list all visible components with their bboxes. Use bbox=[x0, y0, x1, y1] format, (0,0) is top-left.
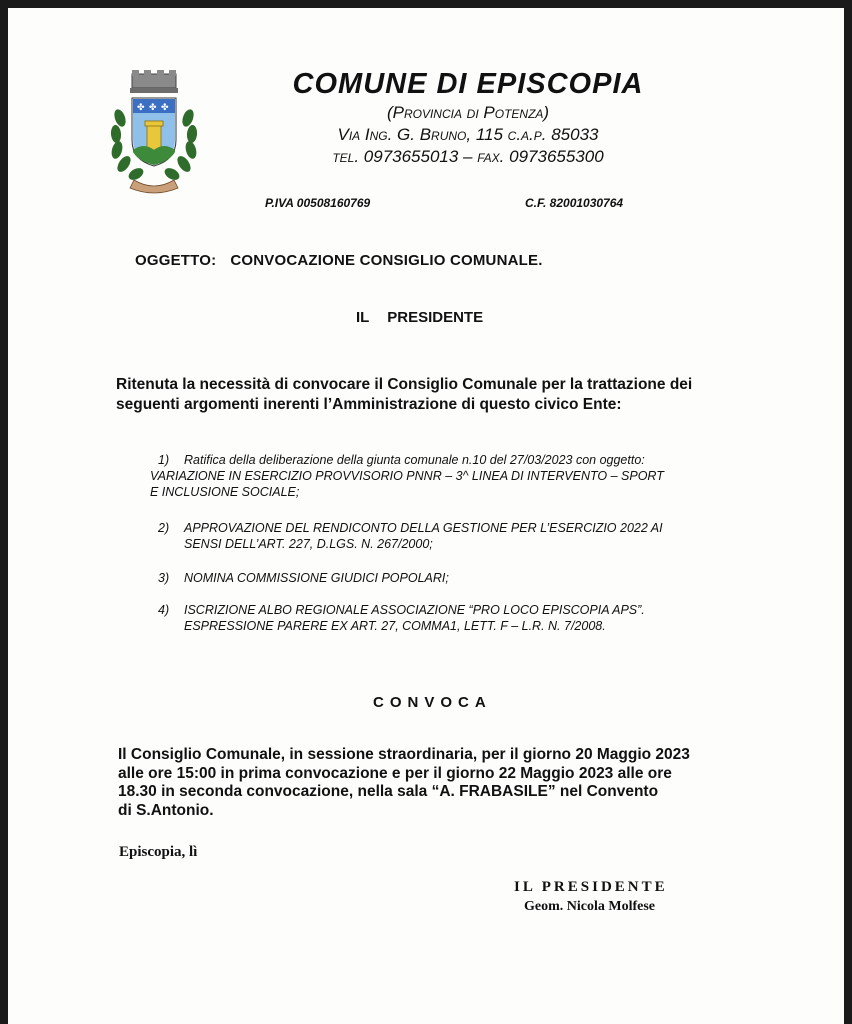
vat-number: P.IVA 00508160769 bbox=[265, 196, 371, 210]
svg-text:✤: ✤ bbox=[161, 102, 169, 112]
subject-text: CONVOCAZIONE CONSIGLIO COMUNALE. bbox=[230, 252, 543, 269]
agenda-item-3 bbox=[158, 570, 758, 586]
intro-paragraph: Ritenuta la necessità di convocare il Consiglio Comunale per la trattazione dei seguenti argomenti inerenti l’Amministrazione di questo civico Ente: bbox=[116, 376, 693, 413]
president-heading: IL PRESIDENTE bbox=[356, 309, 484, 326]
province-line: (Provincia di Potenza) bbox=[386, 103, 550, 122]
municipal-coat-of-arms-icon bbox=[104, 68, 204, 198]
municipality-title: COMUNE DI EPISCOPIA bbox=[292, 68, 644, 100]
agenda-item-2 bbox=[158, 520, 758, 552]
convoca-heading: CONVOCA bbox=[373, 694, 492, 711]
agenda-item-number: 2) bbox=[158, 521, 170, 535]
agenda-item-text: ESPRESSIONE PARERE EX ART. 27, COMMA1, LETT. F – L.R. N. 7/2008. bbox=[184, 619, 606, 633]
svg-text:✤: ✤ bbox=[137, 102, 145, 112]
document-page bbox=[8, 8, 844, 1024]
address-line: Via Ing. G. Bruno, 115 c.a.p. 85033 bbox=[337, 125, 599, 144]
agenda-item-text: APPROVAZIONE DEL RENDICONTO DELLA GESTIONE PER L’ESERCIZIO 2022 AI bbox=[184, 521, 663, 535]
signature-name: Geom. Nicola Molfese bbox=[524, 899, 656, 914]
agenda-item-text: NOMINA COMMISSIONE GIUDICI POPOLARI; bbox=[184, 571, 449, 585]
place-date: Episcopia, lì bbox=[119, 844, 198, 860]
convocation-line: Il Consiglio Comunale, in sessione straordinaria, per il giorno 20 Maggio 2023 bbox=[118, 746, 690, 763]
convocation-line: alle ore 15:00 in prima convocazione e per il giorno 22 Maggio 2023 alle ore bbox=[118, 764, 672, 782]
subject-line bbox=[135, 252, 543, 269]
agenda-item-number: 3) bbox=[158, 571, 170, 585]
convocation-line: di S.Antonio. bbox=[118, 801, 214, 819]
agenda-item-text: Ratifica della deliberazione della giunta comunale n.10 del 27/03/2023 con oggetto: bbox=[184, 453, 645, 467]
agenda-item-text: VARIAZIONE IN ESERCIZIO PROVVISORIO PNNR – 3^ LINEA DI INTERVENTO – SPORT bbox=[150, 469, 664, 483]
phone-fax-line: tel. 0973655013 – fax. 0973655300 bbox=[332, 147, 604, 166]
agenda-item-text: E INCLUSIONE SOCIALE; bbox=[150, 485, 300, 499]
agenda-item-text: SENSI DELL’ART. 227, D.LGS. N. 267/2000; bbox=[184, 537, 433, 551]
agenda-item-4 bbox=[158, 602, 758, 634]
letterhead bbox=[248, 66, 688, 168]
tax-code: C.F. 82001030764 bbox=[525, 196, 624, 210]
subject-label: OGGETTO: bbox=[135, 252, 217, 269]
convocation-line: 18.30 in seconda convocazione, nella sala “A. FRABASILE” nel Convento bbox=[118, 783, 659, 800]
agenda-item-1 bbox=[150, 452, 758, 500]
agenda-item-number: 1) bbox=[158, 453, 170, 467]
svg-text:✤: ✤ bbox=[149, 102, 157, 112]
signature-title: IL PRESIDENTE bbox=[514, 879, 668, 895]
agenda-item-number: 4) bbox=[158, 603, 170, 617]
agenda-item-text: ISCRIZIONE ALBO REGIONALE ASSOCIAZIONE “PRO LOCO EPISCOPIA APS”. bbox=[184, 603, 645, 617]
convocation-paragraph bbox=[118, 746, 758, 820]
